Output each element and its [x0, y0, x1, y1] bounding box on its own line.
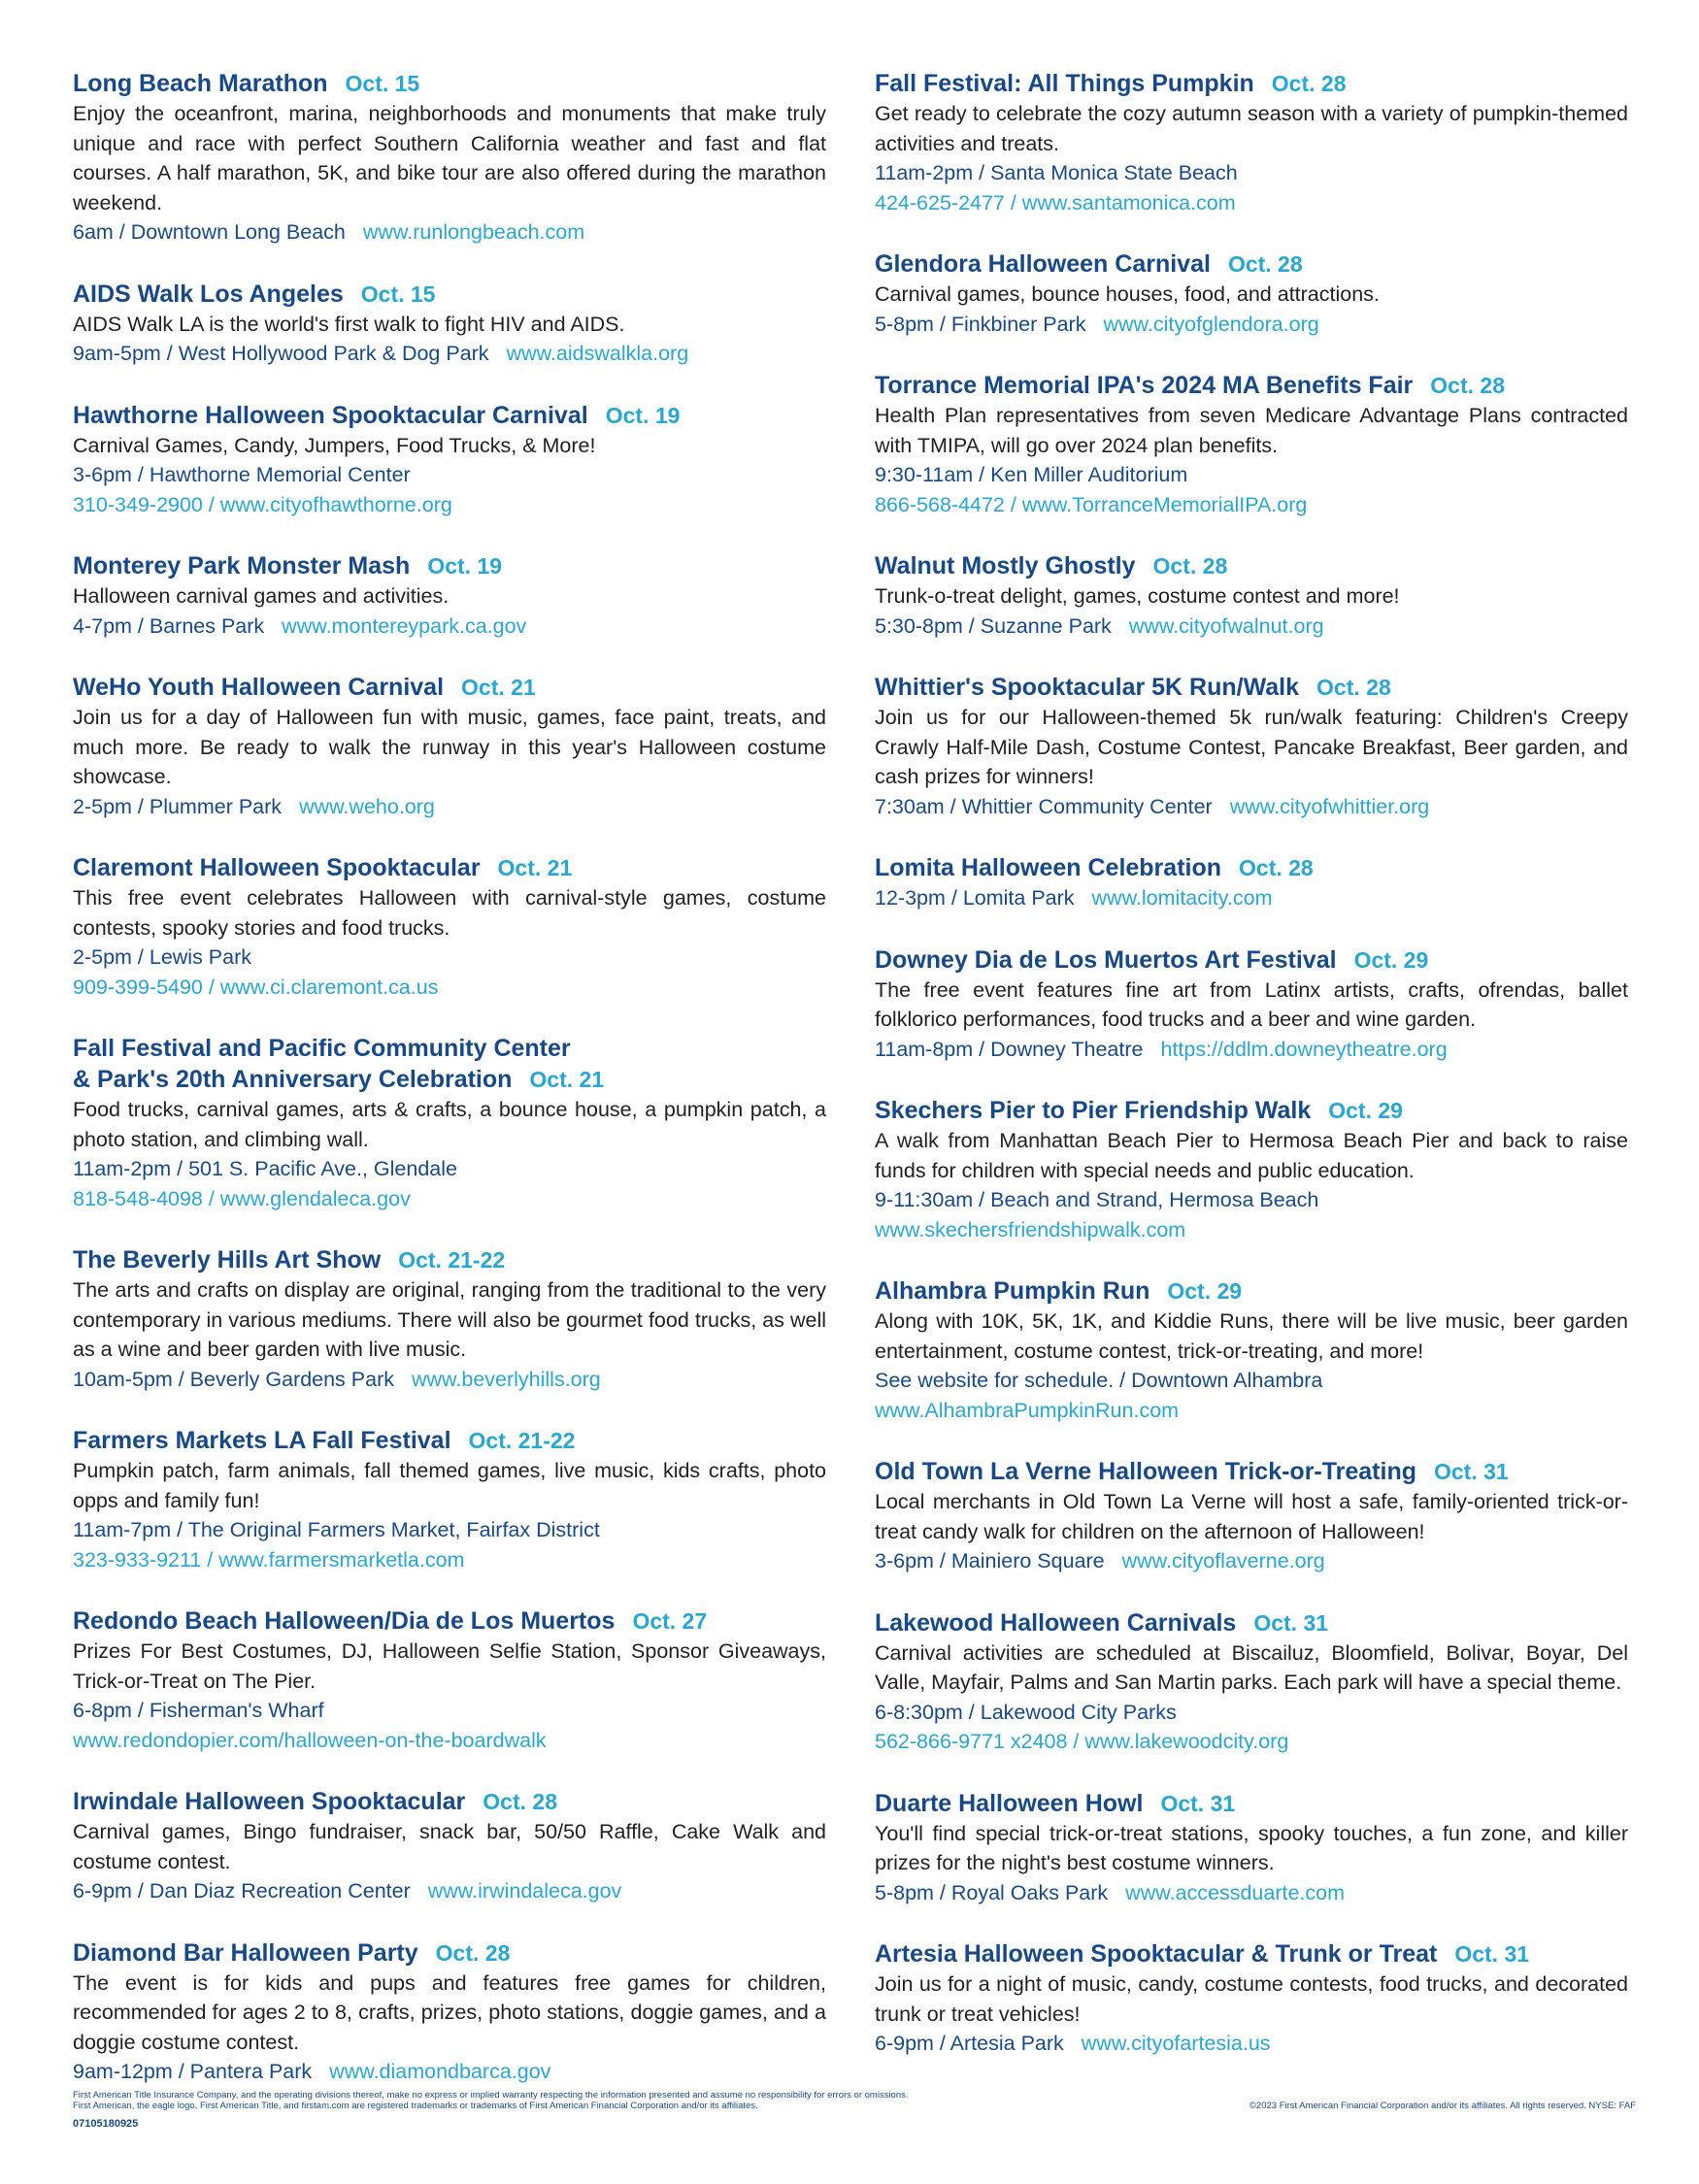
- event-item: [875, 1788, 1628, 1908]
- event-item: [875, 1607, 1628, 1757]
- event-item: [73, 400, 826, 520]
- event-item: [73, 1786, 826, 1906]
- event-item: [73, 68, 826, 248]
- event-info: [875, 1185, 1628, 1215]
- event-description: Along with 10K, 5K, 1K, and Kiddie Runs, there will be live music, beer garden entertainment, costume contest, trick-or-treating, and more!: [875, 1309, 1628, 1363]
- event-item: [875, 1275, 1628, 1425]
- event-contact[interactable]: www.skechersfriendshipwalk.com: [875, 1217, 1186, 1241]
- event-date: Oct. 21: [461, 675, 536, 700]
- event-info: [73, 1515, 826, 1545]
- event-contact[interactable]: 818-548-4098 / www.glendaleca.gov: [73, 1186, 411, 1210]
- event-info: [73, 339, 826, 369]
- footer: [73, 2090, 1636, 2130]
- event-title-text: Skechers Pier to Pier Friendship Walk: [875, 1097, 1312, 1124]
- event-title-text: Downey Dia de Los Muertos Art Festival: [875, 945, 1337, 974]
- event-info: [875, 883, 1628, 913]
- event-contact[interactable]: www.AlhambraPumpkinRun.com: [875, 1398, 1180, 1422]
- event-date: Oct. 29: [1328, 1098, 1403, 1123]
- event-title-text: Glendora Halloween Carnival: [875, 250, 1211, 278]
- event-website-link[interactable]: www.accessduarte.com: [1125, 1880, 1346, 1904]
- event-info: [875, 1546, 1628, 1576]
- event-description: This free event celebrates Halloween with carnival-style games, costume contests, spooky stories and food trucks.: [73, 886, 826, 940]
- event-website-link[interactable]: www.runlongbeach.com: [362, 220, 585, 244]
- event-info: [875, 1698, 1628, 1728]
- event-title: [73, 1244, 826, 1275]
- event-info: [875, 792, 1628, 822]
- event-date: Oct. 28: [1227, 251, 1303, 277]
- event-time-location: 2-5pm / Plummer Park: [73, 794, 283, 818]
- event-time-location: 11am-2pm / 501 S. Pacific Ave., Glendale: [73, 1157, 457, 1180]
- event-date: Oct. 19: [427, 553, 503, 579]
- event-title: [875, 68, 1628, 99]
- event-title: [73, 1786, 826, 1817]
- event-title-text: Lomita Halloween Celebration: [875, 854, 1222, 881]
- event-website-link[interactable]: www.cityoflaverne.org: [1121, 1549, 1325, 1572]
- event-date: Oct. 15: [360, 281, 436, 307]
- event-info: [875, 612, 1628, 642]
- event-item: [875, 370, 1628, 519]
- event-time-location: 9am-5pm / West Hollywood Park & Dog Park: [73, 342, 489, 365]
- event-time-location: 3-6pm / Hawthorne Memorial Center: [73, 463, 411, 486]
- event-title-text: AIDS Walk Los Angeles: [73, 280, 344, 308]
- event-item: [875, 672, 1628, 821]
- event-time-location: 6-9pm / Artesia Park: [875, 2032, 1064, 2055]
- event-title: [875, 1788, 1628, 1819]
- event-item: [73, 1244, 826, 1394]
- event-time-location: 6-8:30pm / Lakewood City Parks: [875, 1700, 1177, 1724]
- event-description: Local merchants in Old Town La Verne will host a safe, family-oriented trick-or-treat candy walk for children on the afternoon of Halloween!: [875, 1490, 1628, 1543]
- event-date: Oct. 27: [632, 1608, 708, 1634]
- document-code: 07105180925: [73, 2118, 139, 2130]
- event-title-text: Irwindale Halloween Spooktacular: [73, 1788, 466, 1815]
- event-contact[interactable]: 909-399-5490 / www.ci.claremont.ca.us: [73, 975, 439, 999]
- event-info: [875, 460, 1628, 490]
- event-time-location: 4-7pm / Barnes Park: [73, 613, 265, 638]
- event-time-location: 9-11:30am / Beach and Strand, Hermosa Beach: [875, 1188, 1319, 1211]
- event-date: Oct. 29: [1167, 1278, 1243, 1304]
- event-title-text: Whittier's Spooktacular 5K Run/Walk: [875, 674, 1300, 701]
- event-item: [875, 852, 1628, 913]
- event-time-location: 12-3pm / Lomita Park: [875, 886, 1075, 910]
- event-item: [875, 944, 1628, 1065]
- disclaimer-line-2: First American, the eagle logo, First American Title, and firstam.com are registered trademarks or trademarks of First American Financial Corporation and/or its affiliates.: [73, 2101, 758, 2111]
- event-info: [875, 1035, 1628, 1065]
- event-title-text: Monterey Park Monster Mash: [73, 552, 411, 579]
- event-item: [875, 248, 1628, 339]
- event-title: [73, 1937, 826, 1969]
- event-description: Join us for a day of Halloween fun with music, games, face paint, treats, and much more. Be ready to walk the runway in this year's Halloween costume showcase.: [73, 706, 826, 788]
- event-info: [73, 2057, 826, 2087]
- event-website-link[interactable]: www.lomitacity.com: [1091, 886, 1273, 910]
- event-website-link[interactable]: www.montereypark.ca.gov: [282, 613, 527, 638]
- event-time-location: 5-8pm / Royal Oaks Park: [875, 1880, 1109, 1904]
- event-description: Join us for a night of music, candy, costume contests, food trucks, and decorated trunk or treat vehicles!: [875, 1972, 1628, 2026]
- event-time-location: 7:30am / Whittier Community Center: [875, 794, 1213, 818]
- event-title: [875, 1938, 1628, 1969]
- event-item: [875, 1938, 1628, 2059]
- event-date: Oct. 28: [1239, 855, 1314, 880]
- event-date: Oct. 28: [483, 1789, 557, 1814]
- event-description: AIDS Walk LA is the world's first walk to fight HIV and AIDS.: [73, 312, 625, 336]
- event-description: Halloween carnival games and activities.: [73, 584, 450, 608]
- disclaimer-line-1: First American Title Insurance Company, and the operating divisions thereof, make no express or implied warranty respecting the information presented and assume no responsibility for errors or omissions.: [73, 2090, 909, 2101]
- event-title: [73, 400, 826, 431]
- event-date: Oct. 28: [1316, 675, 1391, 700]
- event-time-location: 5-8pm / Finkbiner Park: [875, 312, 1086, 336]
- event-description: Carnival activities are scheduled at Biscailuz, Bloomfield, Bolivar, Boyar, Del Valle, Mayfair, Palms and San Martin parks. Each park will have a special theme.: [875, 1640, 1628, 1694]
- event-title-text: Old Town La Verne Halloween Trick-or-Treating: [875, 1458, 1416, 1485]
- event-date: Oct. 28: [1152, 553, 1228, 579]
- event-title-text: Artesia Halloween Spooktacular & Trunk or Treat: [875, 1940, 1438, 1968]
- event-title-text: WeHo Youth Halloween Carnival: [73, 674, 445, 701]
- event-description: A walk from Manhattan Beach Pier to Hermosa Beach Pier and back to raise funds for children with special needs and public education.: [875, 1129, 1628, 1182]
- event-info: [73, 943, 826, 973]
- event-title: [73, 1605, 826, 1637]
- event-website-link[interactable]: www.beverlyhills.org: [412, 1367, 601, 1391]
- event-description: The free event features fine art from Latinx artists, crafts, ofrendas, ballet folklorico performances, food trucks and a beer and wine garden.: [875, 977, 1628, 1031]
- event-description: Get ready to celebrate the cozy autumn season with a variety of pumpkin-themed activities and treats.: [875, 102, 1628, 155]
- event-date: Oct. 31: [1160, 1790, 1236, 1816]
- event-website-link[interactable]: www.cityofglendora.org: [1103, 312, 1319, 336]
- event-contact[interactable]: 323-933-9211 / www.farmersmarketla.com: [73, 1547, 465, 1572]
- event-time-location: 6-8pm / Fisherman's Wharf: [73, 1699, 324, 1722]
- event-time-location: 2-5pm / Lewis Park: [73, 945, 252, 969]
- event-title-text: The Beverly Hills Art Show: [73, 1246, 382, 1274]
- event-description: Enjoy the oceanfront, marina, neighborhoods and monuments that make truly unique and race with perfect Southern California weather and fast and flat courses. A half marathon, 5K, and bike tour are also offered during the marathon weekend.: [73, 102, 826, 215]
- event-time-location: 9am-12pm / Pantera Park: [73, 2060, 313, 2083]
- event-title: [73, 550, 826, 581]
- event-info: [73, 460, 826, 490]
- event-title: [875, 1456, 1628, 1487]
- event-date: Oct. 31: [1433, 1459, 1509, 1484]
- event-info: [73, 792, 826, 822]
- event-title-text: & Park's 20th Anniversary Celebration: [73, 1066, 513, 1093]
- event-description: Carnival games, Bingo fundraiser, snack bar, 50/50 Raffle, Cake Walk and costume contest.: [73, 1820, 826, 1873]
- event-description: The event is for kids and pups and features free games for children, recommended for ages 2 to 8, crafts, prizes, photo stations, doggie games, and a doggie costume contest.: [73, 1970, 826, 2054]
- event-date: Oct. 28: [435, 1939, 511, 1966]
- event-date: Oct. 21: [529, 1067, 605, 1092]
- event-date: Oct. 28: [1430, 373, 1505, 398]
- event-title: [73, 1064, 826, 1095]
- event-description: Join us for our Halloween-themed 5k run/walk featuring: Children's Creepy Crawly Half-Mile Dash, Costume Contest, Pancake Breakfast, Beer garden, and cash prizes for winners!: [875, 706, 1628, 788]
- event-date: Oct. 21: [497, 855, 573, 880]
- event-time-location: 11am-2pm / Santa Monica State Beach: [875, 161, 1238, 184]
- event-item: [875, 1456, 1628, 1576]
- event-item: [875, 1095, 1628, 1244]
- event-time-location: 6-9pm / Dan Diaz Recreation Center: [73, 1879, 411, 1903]
- event-info: [73, 1876, 826, 1906]
- event-title: [875, 852, 1628, 883]
- event-date: Oct. 21-22: [398, 1247, 506, 1273]
- event-website-link[interactable]: www.diamondbarca.gov: [329, 2060, 551, 2083]
- event-time-location: 6am / Downtown Long Beach: [73, 220, 346, 244]
- event-info: [875, 1878, 1628, 1908]
- event-item: [73, 1605, 826, 1755]
- event-title: [73, 672, 826, 703]
- event-contact[interactable]: 562-866-9771 x2408 / www.lakewoodcity.org: [875, 1730, 1289, 1753]
- event-description: Health Plan representatives from seven Medicare Advantage Plans contracted with TMIPA, will go over 2024 plan benefits.: [875, 404, 1628, 457]
- event-item: [73, 1033, 826, 1213]
- event-website-link[interactable]: www.weho.org: [299, 794, 435, 818]
- event-title-line: Fall Festival and Pacific Community Center: [73, 1035, 571, 1062]
- event-title-text: Diamond Bar Halloween Party: [73, 1938, 418, 1967]
- event-time-location: See website for schedule. / Downtown Alhambra: [875, 1369, 1323, 1392]
- event-time-location: 10am-5pm / Beverly Gardens Park: [73, 1367, 394, 1391]
- event-title: [73, 1425, 826, 1456]
- event-contact[interactable]: www.redondopier.com/halloween-on-the-boardwalk: [73, 1728, 547, 1752]
- event-description: Trunk-o-treat delight, games, costume contest and more!: [875, 584, 1400, 608]
- event-info: [875, 158, 1628, 188]
- event-title: [875, 1095, 1628, 1126]
- event-website-link[interactable]: www.cityofwhittier.org: [1229, 794, 1430, 818]
- event-title: [875, 248, 1628, 280]
- event-time-location: 5:30-8pm / Suzanne Park: [875, 613, 1112, 638]
- event-title-text: Hawthorne Halloween Spooktacular Carnival: [73, 401, 588, 429]
- event-item: [73, 1937, 826, 2087]
- event-title-text: Long Beach Marathon: [73, 70, 328, 97]
- event-date: Oct. 21-22: [468, 1428, 576, 1453]
- event-contact[interactable]: 866-568-4472 / www.TorranceMemorialIPA.org: [875, 492, 1308, 516]
- event-item: [73, 1425, 826, 1574]
- event-description: Carnival games, bounce houses, food, and attractions.: [875, 282, 1380, 306]
- event-date: Oct. 31: [1454, 1941, 1530, 1967]
- event-item: [875, 550, 1628, 641]
- event-description: You'll find special trick-or-treat stations, spooky touches, a fun zone, and killer prizes for the night's best costume winners.: [875, 1821, 1628, 1874]
- event-website-link[interactable]: www.cityofwalnut.org: [1128, 613, 1324, 638]
- event-info: [875, 2029, 1628, 2059]
- event-description: The arts and crafts on display are original, ranging from the traditional to the very contemporary in various mediums. There will also be gourmet food trucks, as well as a wine and beer garden with live music.: [73, 1278, 826, 1361]
- event-date: Oct. 29: [1353, 946, 1429, 973]
- event-title-text: Duarte Halloween Howl: [875, 1789, 1144, 1817]
- event-date: Oct. 15: [345, 71, 420, 96]
- copyright: ©2023 First American Financial Corporation and/or its affiliates. All rights reserved. NYSE: FAF: [1249, 2101, 1636, 2111]
- event-contact[interactable]: 310-349-2900 / www.cityofhawthorne.org: [73, 492, 452, 516]
- events-columns: [73, 68, 1636, 2087]
- event-time-location: 9:30-11am / Ken Miller Auditorium: [875, 463, 1188, 486]
- event-item: [73, 550, 826, 641]
- event-website-link[interactable]: www.irwindaleca.gov: [427, 1879, 622, 1903]
- event-title-text: Walnut Mostly Ghostly: [875, 552, 1136, 579]
- event-title: [73, 68, 826, 99]
- event-title: [875, 672, 1628, 703]
- event-contact[interactable]: 424-625-2477 / www.santamonica.com: [875, 190, 1236, 215]
- event-title-text: Torrance Memorial IPA's 2024 MA Benefits Fair: [875, 372, 1414, 399]
- event-item: [73, 852, 826, 1002]
- event-title: [875, 370, 1628, 401]
- event-info: [73, 612, 826, 642]
- event-description: Food trucks, carnival games, arts & crafts, a bounce house, a pumpkin patch, a photo station, and climbing wall.: [73, 1098, 826, 1151]
- event-title-text: Alhambra Pumpkin Run: [875, 1277, 1150, 1305]
- event-title: [875, 1607, 1628, 1638]
- event-title: [73, 279, 826, 310]
- event-info: [73, 1696, 826, 1726]
- event-date: Oct. 19: [605, 402, 681, 428]
- event-title: [875, 1275, 1628, 1307]
- event-description: Pumpkin patch, farm animals, fall themed games, live music, kids crafts, photo opps and family fun!: [73, 1459, 826, 1512]
- event-title-text: Fall Festival: All Things Pumpkin: [875, 70, 1254, 97]
- event-title: [73, 852, 826, 883]
- event-item: [73, 672, 826, 821]
- event-time-location: 11am-8pm / Downey Theatre: [875, 1037, 1144, 1061]
- event-info: [875, 1366, 1628, 1396]
- event-title-text: Claremont Halloween Spooktacular: [73, 854, 481, 881]
- event-item: [73, 279, 826, 369]
- event-title: [875, 550, 1628, 581]
- event-title-text: Redondo Beach Halloween/Dia de Los Muertos: [73, 1607, 616, 1635]
- event-time-location: 3-6pm / Mainiero Square: [875, 1549, 1105, 1572]
- event-title: [875, 944, 1628, 976]
- event-title-text: Farmers Markets LA Fall Festival: [73, 1427, 451, 1454]
- right-column: [875, 68, 1628, 2090]
- event-time-location: 11am-7pm / The Original Farmers Market, Fairfax District: [73, 1518, 600, 1541]
- event-title-text: Lakewood Halloween Carnivals: [875, 1608, 1237, 1637]
- event-date: Oct. 28: [1271, 71, 1347, 96]
- event-website-link[interactable]: https://ddlm.downeytheatre.org: [1160, 1037, 1448, 1061]
- event-date: Oct. 31: [1253, 1609, 1329, 1636]
- event-website-link[interactable]: www.cityofartesia.us: [1081, 2032, 1271, 2055]
- event-info: [73, 217, 826, 248]
- event-item: [875, 68, 1628, 217]
- event-info: [875, 310, 1628, 340]
- event-description: Carnival Games, Candy, Jumpers, Food Trucks, & More!: [73, 433, 596, 457]
- event-description: Prizes For Best Costumes, DJ, Halloween Selfie Station, Sponsor Giveaways, Trick-or-Treat on The Pier.: [73, 1639, 826, 1693]
- event-website-link[interactable]: www.aidswalkla.org: [506, 342, 689, 365]
- event-info: [73, 1154, 826, 1184]
- left-column: [73, 68, 826, 2118]
- event-info: [73, 1365, 826, 1395]
